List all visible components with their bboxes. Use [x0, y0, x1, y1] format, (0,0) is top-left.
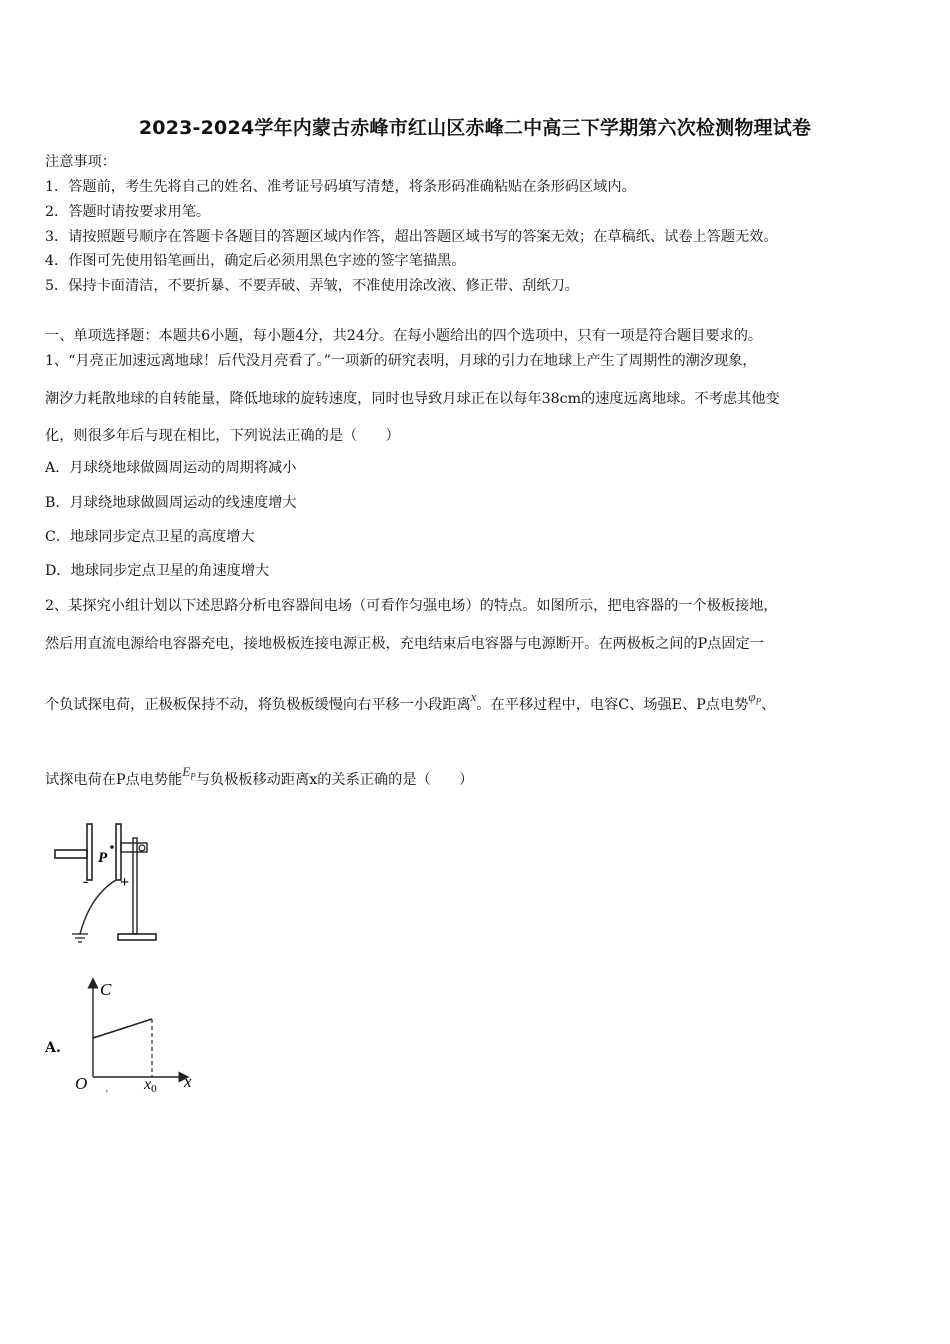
clamp-screw	[139, 845, 145, 851]
symbol-e-sub: P	[190, 771, 196, 782]
q1-option-b: B．月球绕地球做圆周运动的线速度增大	[45, 495, 297, 511]
q2-line-3-part-a: 个负试探电荷，正极板保持不动，将负极板缓慢向右平移一小段距离	[45, 697, 471, 713]
symbol-phi-sub: P	[755, 696, 762, 707]
minus-label: -	[83, 874, 88, 890]
graph-a-x-label: x	[184, 1072, 192, 1091]
notice-item-1: 1．答题前，考生先将自己的姓名、准考证号码填写清楚，将条形码准确粘贴在条形码区域内。	[45, 179, 636, 195]
page-title: 2023-2024学年内蒙古赤峰市红山区赤峰二中高三下学期第六次检测物理试卷	[138, 117, 812, 139]
symbol-x: x	[470, 689, 477, 704]
q1-option-d: D．地球同步定点卫星的角速度增大	[45, 563, 270, 579]
q1-option-c: C．地球同步定点卫星的高度增大	[45, 529, 255, 545]
graph-a-tick-mark: '	[106, 1089, 108, 1100]
q1-option-a: A．月球绕地球做圆周运动的周期将减小	[45, 460, 297, 476]
notice-item-2: 2．答题时请按要求用笔。	[45, 204, 211, 220]
q2-line-3-part-c: 、	[761, 697, 776, 713]
q2-line-3-part-b: 。在平移过程中，电容C、场强E、P点电势	[476, 697, 749, 713]
point-p-dot	[110, 845, 114, 849]
graph-a-x0-label	[143, 1076, 157, 1095]
q2-line-2: 然后用直流电源给电容器充电，接地极板连接电源正极，充电结束后电容器与电源断开。在两极板之间的P点固定一	[45, 636, 764, 652]
capacitor-figure	[50, 818, 170, 948]
positive-plate	[116, 824, 121, 880]
graph-a-curve	[93, 1019, 152, 1038]
section-heading: 一、单项选择题：本题共6小题，每小题4分，共24分。在每小题给出的四个选项中，只有一项是符合题目要求的。	[45, 328, 763, 344]
insulating-handle	[55, 850, 87, 858]
graph-a-x0-main: x	[144, 1076, 152, 1093]
symbol-phi-p	[748, 689, 762, 707]
q1-line-2: 潮汐力耗散地球的自转能量，降低地球的旋转速度，同时也导致月球正在以每年38cm的速度远离地球。不考虑其他变	[45, 391, 780, 407]
notice-item-5: 5．保持卡面清洁，不要折暴、不要弄破、弄皱，不准使用涂改液、修正带、刮纸刀。	[45, 278, 579, 294]
q1-line-3: 化，则很多年后与现在相比，下列说法正确的是（ ）	[45, 428, 400, 444]
symbol-ep	[182, 764, 196, 782]
plus-label: +	[120, 874, 130, 891]
notice-item-4: 4．作图可先使用铅笔画出，确定后必须用黑色字迹的签字笔描黑。	[45, 253, 466, 269]
q2-line-4-part-a: 试探电荷在P点电势能	[45, 772, 183, 788]
graph-a-y-label: C	[100, 980, 112, 999]
notice-item-3: 3．请按照题号顺序在答题卡各题目的答题区域内作答，超出答题区域书写的答案无效；在草稿纸、试卷上答题无效。	[45, 229, 778, 245]
negative-plate	[87, 824, 92, 880]
symbol-e: E	[182, 764, 191, 779]
q2-line-1: 2、某探究小组计划以下述思路分析电容器间电场（可看作匀强电场）的特点。如图所示，把电容器的一个极板接地，	[45, 598, 778, 614]
q2-line-4-part-b: 与负极板移动距离x的关系正确的是（ ）	[195, 772, 474, 788]
point-p-label: P	[98, 850, 108, 866]
q1-line-1: 1、“月亮正加速远离地球！后代没月亮看了。”一项新的研究表明，月球的引力在地球上产生了周期性的潮汐现象，	[45, 353, 757, 369]
notice-heading: 注意事项：	[45, 154, 116, 170]
graph-option-a-label: A.	[45, 1040, 61, 1056]
graph-a-x0-sub: 0	[151, 1083, 157, 1095]
stand-base	[118, 934, 156, 940]
symbol-phi: φ	[748, 689, 756, 704]
graph-a-origin-label: O	[75, 1074, 88, 1093]
q2-line-3	[45, 689, 776, 720]
q2-line-4	[45, 764, 474, 795]
graph-a	[72, 975, 212, 1100]
